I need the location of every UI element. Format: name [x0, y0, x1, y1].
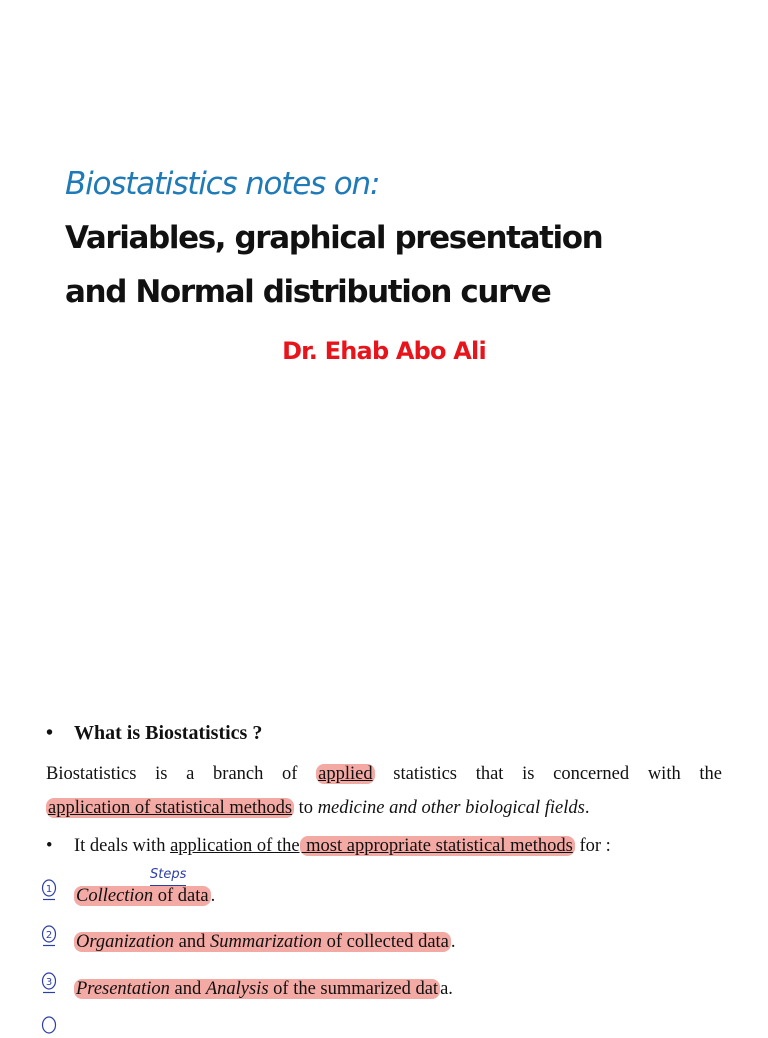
highlight-step-2 [74, 932, 451, 952]
italic-run: Presentation [76, 979, 170, 999]
text-run: It deals with [74, 836, 171, 856]
italic-run: Organization [76, 932, 174, 952]
circled-number-2-label: 2 [45, 930, 53, 941]
text-run: Biostatistics is a branch of [46, 764, 317, 784]
text-run: to [294, 798, 318, 818]
text-run: . [210, 886, 216, 906]
bullet-dot: • [46, 722, 54, 744]
italic-run: Analysis [205, 979, 269, 999]
circled-number-1-label: 1 [45, 884, 53, 895]
circled-number-3-icon [40, 972, 58, 994]
text-run: a. [440, 979, 453, 999]
text-run: for : [574, 836, 611, 856]
question-heading [46, 722, 262, 745]
author-text: Dr. Ehab Abo Ali [282, 337, 486, 365]
deals-with-line [46, 836, 611, 857]
underlined-run: application of the [170, 836, 300, 856]
highlight-applied: applied [318, 764, 373, 784]
bullet-dot: • [46, 836, 53, 856]
handwritten-steps-note: Steps [150, 867, 187, 882]
slide-subtitle: Biostatistics notes on: [65, 166, 380, 202]
circled-number-4-icon [40, 1016, 58, 1038]
step-presentation [74, 979, 453, 1000]
text-run: . [450, 932, 456, 952]
step-collection [74, 886, 215, 907]
slide-title-line-2: and Normal distribution curve [65, 274, 551, 310]
step-organization [74, 932, 456, 953]
italic-run: Collection [76, 886, 154, 906]
text-run: statistics that is concerned with the [374, 764, 722, 784]
highlight-step-3 [74, 979, 440, 999]
slide-title-line-1: Variables, graphical presentation [65, 220, 603, 256]
heading-text: What is Biostatistics ? [74, 722, 263, 744]
highlight-step-1 [74, 886, 211, 906]
circled-number-1-icon [40, 879, 58, 901]
text-run: . [584, 798, 590, 818]
circled-number-3-label: 3 [45, 977, 53, 988]
italic-run: medicine and other biological fields [317, 798, 585, 818]
italic-run: Summarization [209, 932, 323, 952]
circled-number-2-icon [40, 925, 58, 947]
text-run: and [169, 979, 206, 999]
text-run: of data [153, 886, 209, 906]
text-run: and [174, 932, 210, 952]
definition-line-1 [46, 757, 722, 791]
definition-line-2 [46, 791, 722, 825]
highlight-methods: most appropriate statistical methods [301, 836, 573, 856]
text-run: of collected data [322, 932, 449, 952]
highlight-application: application of statistical methods [48, 798, 293, 818]
text-run: of the summarized dat [268, 979, 439, 999]
